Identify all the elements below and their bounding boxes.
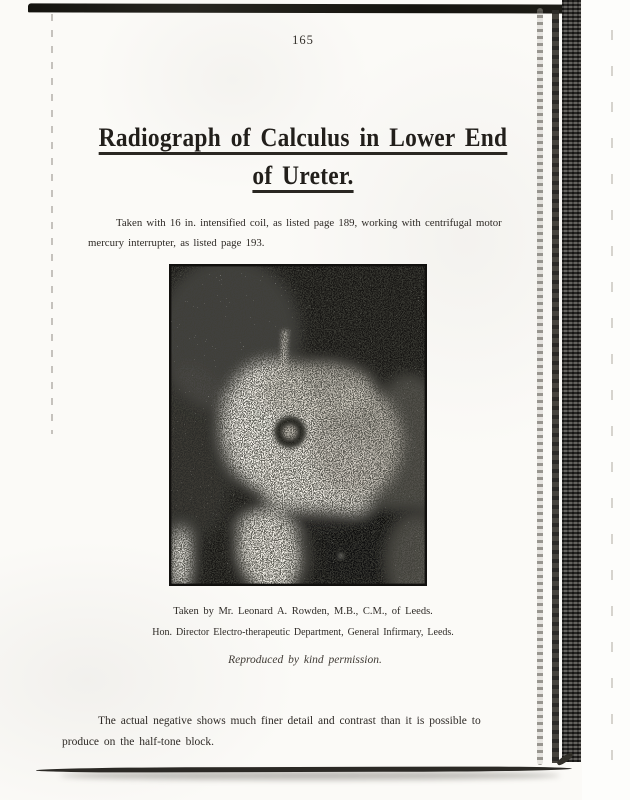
page-number: 165 [292,33,314,47]
right-margin-dashes [611,30,613,770]
closing-paragraph: The actual negative shows much finer detail and contrast than it is possible to produce on the half-tone block. [62,714,481,748]
caption-role: Hon. Director Electro-therapeutic Department, General Infirmary, Leeds. [152,627,454,638]
caption-permission: Reproduced by kind permission. [228,654,382,666]
page-fold-line [51,14,53,434]
scan-gutter-dark-line [552,10,559,763]
scan-top-edge [28,3,579,13]
radiograph-image [169,264,427,586]
scan-gutter-band [562,0,581,762]
radiograph-figure [169,264,427,586]
halftone-light-grain [169,264,427,586]
page-title [30,119,575,195]
intro-paragraph: Taken with 16 in. intensified coil, as listed page 189, working with centrifugal motor mercury interrupter, as listed page 193. [88,216,502,249]
title-line-2: of Ureter. [252,161,354,190]
caption-taken-by: Taken by Mr. Leonard A. Rowden, M.B., C.M., of Leeds. [173,606,433,617]
title-line-1: Radiograph of Calculus in Lower End [98,123,508,152]
scan-gutter-light-strip [537,8,543,765]
